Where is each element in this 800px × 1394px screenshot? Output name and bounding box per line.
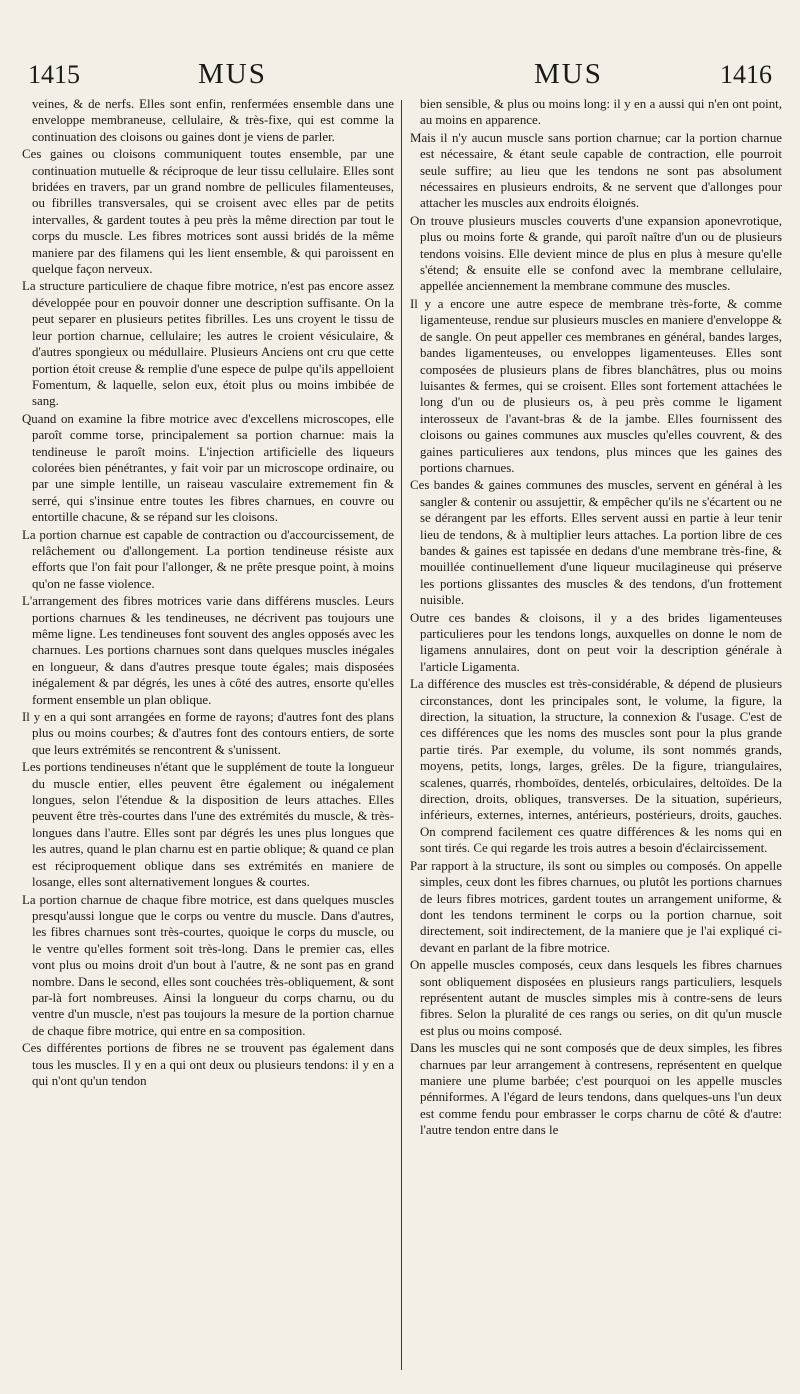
paragraph: La portion charnue de chaque fibre motrice, est dans quelques muscles presqu'aussi longue que le corps ou ventre du muscle. Dans d'autres, les fibres charnues sont très-courtes, quoique le corps du muscle, ou le ventre qu'elles forment soit très-long. Dans le premier cas, elles vont plus ou moins droit d'un bout à l'autre, & ne sont pas en grand nombre. Dans le second, elles sont couchées très-obliquement, & sont par-là fort nombreuses. Ainsi la longueur du corps charnu, ou du ventre d'un muscle, n'est pas toujours la mesure de la portion charnue de chaque fibre motrice, qui entre en sa composition. xyxy=(22,892,394,1038)
paragraph: On appelle muscles composés, ceux dans lesquels les fibres charnues sont obliquement disposées en plusieurs rangs particuliers, lesquels représentent autant de muscles simples mis à contre-sens de leurs fibres. Selon la pluralité de ces rangs ou series, on dit qu'un muscle est plus ou moins composé. xyxy=(410,958,782,1038)
paragraph: Dans les muscles qui ne sont composés que de deux simples, les fibres charnues par leur arrangement à contresens, représentent en quelque maniere une plume barbée; c'est pourquoi on les appelle muscles pénniformes. A l'égard de leurs tendons, dans quelques-uns l'un deux est comme fendu pour embrasser le corps charnu de côté & d'autre: l'autre tendon entre dans le xyxy=(410,1041,782,1138)
paragraph: Ces gaines ou cloisons communiquent toutes ensemble, par une continuation mutuelle & réciproque de leur tissu cellulaire. Elles sont bridées en travers, par un grand nombre de pellicules filamenteuses, ou fibrilles transversales, qui se croisent avec elles par de petits intervalles, & gardent toutes à peu près la même direction par tout le corps du muscle. Les fibres motrices sont aussi bridés de la même maniere par des filamens qui les lient ensemble, & qui paroissent en quelque façon nerveux. xyxy=(22,147,394,277)
paragraph: Les portions tendineuses n'étant que le supplément de toute la longueur du muscle entier, elles peuvent être également ou inégalement longues, selon l'étendue & la disposition de leurs attaches. Elles peuvent être très-courtes dans l'une des extrémités du muscle, & très-longues dans l'autre. Elles sont par dégrés les unes plus longues que les autres, quand le plan charnu est en partie oblique; & quand ce plan est réciproquement oblique dans ses extrémités en maniere de losange, elles sont alternativement longues & courtes. xyxy=(22,760,394,890)
paragraph: Quand on examine la fibre motrice avec d'excellens microscopes, elle paroît comme torse, principalement sa portion charnue: mais la tendineuse le paroît moins. L'injection artificielle des liqueurs colorées bien pénétrantes, y fait voir par un microscope ordinaire, ou par une simple lentille, un raiseau vasculaire extremement fin & serré, qui s'insinue entre toutes les fibres charnues, en couvre ou entortille chacune, & se répand sur les cloisons. xyxy=(22,411,394,525)
paragraph: On trouve plusieurs muscles couverts d'une expansion aponevrotique, plus ou moins forte & grande, qui paroît naître d'un ou de plusieurs tendons voisins. Elle devient mince de plus en plus à mesure qu'elle s'étend; & ensuite elle se confond avec la membrane cellulaire, appellée anciennement la membrane commune des muscles. xyxy=(410,213,782,294)
paragraph: Outre ces bandes & cloisons, il y a des brides ligamenteuses particulieres pour les tendons longs, auxquelles on donne le nom de ligamens annulaires, dont on peut voir la description générale à l'article Ligamenta. xyxy=(410,610,782,674)
paragraph: Mais il n'y aucun muscle sans portion charnue; car la portion charnue est nécessaire, & étant seule capable de contraction, elle pourroit seule suffire; au lieu que les tendons ne sont pas absolument nécessaires en plusieurs endroits, & ne servent que d'allonges pour attacher les muscles aux endroits éloignés. xyxy=(410,130,782,211)
paragraph: bien sensible, & plus ou moins long: il y en a aussi qui n'en ont point, au moins en apparence. xyxy=(420,97,782,128)
right-column xyxy=(410,96,782,1372)
paragraph: L'arrangement des fibres motrices varie dans différens muscles. Leurs portions charnues & les tendineuses, ne décrivent pas toujours une même ligne. Les tendineuses font souvent des angles opposés avec les charnues. Les portions charnues sont dans quelques muscles inégales en longueur, & dans d'autres presque toute égales; mais disposées inégalement & par dégrés, les unes à côté des autres, ensorte qu'elles forment ensemble un plan oblique. xyxy=(22,594,394,707)
paragraph: veines, & de nerfs. Elles sont enfin, renfermées ensemble dans une enveloppe membraneuse, cellulaire, & très-fixe, qui est comme la continuation des cloisons ou gaines dont je viens de parler. xyxy=(32,97,394,144)
paragraph: Par rapport à la structure, ils sont ou simples ou composés. On appelle simples, ceux dont les fibres charnues, ou plutôt les portions charnues de leurs fibres motrices, gardent toutes un arrangement uniforme, & dont les tendons terminent le corps ou la portion charnue, soit directement, soit indirectement, de la maniere que je l'ai expliqué ci-devant en parlant de la fibre motrice. xyxy=(410,858,782,955)
left-page-number: 1415 xyxy=(28,60,80,89)
right-page-number: 1416 xyxy=(720,60,772,89)
paragraph: La différence des muscles est très-considérable, & dépend de plusieurs circonstances, dont les principales sont, le volume, la figure, la direction, la situation, la structure, la connexion & l'usage. C'est de ces différences que les noms des muscles sont pour la plus grande partie tirés. Par exemple, du volume, ils sont nommés grands, moyens, petits, longs, larges, grêles. De la figure, triangulaires, scalenes, quarrés, rhomboïdes, dentelés, orbiculaires, deltoïdes. De la direction, droits, obliques, transverses. De la situation, supérieurs, inférieurs, externes, internes, antérieurs, postérieurs, droits, gauches. On comprend facilement ces quatre différences & les noms qui en sont tirés. Ce qui regarde les trois autres a besoin d'éclaircissement. xyxy=(410,677,782,856)
paragraph: Ces bandes & gaines communes des muscles, servent en général à les sangler & contenir ou assujettir, & empêcher qu'ils ne s'écartent ou ne se dérangent par les efforts. Elles servent aussi en partie à leur tenir lieu de tendons, & à multiplier leurs attaches. La portion libre de ces bandes & gaines est tapissée en dedans d'une membrane très-fine, & mouillée continuellement d'une liqueur mucilagineuse qui préserve les portions glissantes des muscles & des tendons, d'un frottement nuisible. xyxy=(410,478,782,608)
paragraph: Il y a encore une autre espece de membrane très-forte, & comme ligamenteuse, rendue sur plusieurs muscles en maniere d'enveloppe & de sangle. On peut appeller ces membranes en général, bandes larges, bandes ligamenteuses, ou enveloppes ligamenteuses. Elles sont composées de plusieurs plans de fibres blanchâtres, plus ou moins luisantes & fermes, qui se croisent. Elles sont fortement attachées le long d'un ou de plusieurs os, à peu près comme le ligament interosseux de l'avant-bras & de la jambe. Elles fournissent des cloisons ou gaines communes aux muscles qu'elles couvrent, & des gaines particulieres aux tendons, plus minces que les gaines des portions charnues. xyxy=(410,296,782,475)
paragraph: Il y en a qui sont arrangées en forme de rayons; d'autres font des plans plus ou moins courbes; & d'autres font des contours entiers, de sorte que leurs extrémités se rencontrent & s'unissent. xyxy=(22,710,394,757)
column-divider xyxy=(401,100,402,1370)
paragraph: La portion charnue est capable de contraction ou d'accourcissement, de relâchement ou d'allongement. La portion tendineuse résiste aux efforts que l'on fait pour l'allonger, & ne prête presque point, à moins qu'on ne fasse violence. xyxy=(22,527,394,591)
right-running-head: MUS xyxy=(534,58,603,90)
left-running-head: MUS xyxy=(198,58,267,90)
paragraph: Ces différentes portions de fibres ne se trouvent pas également dans tous les muscles. Il y en a qui ont deux ou plusieurs tendons: il y en a qui n'ont qu'un tendon xyxy=(22,1041,394,1088)
left-column xyxy=(22,96,394,1372)
running-header xyxy=(22,58,778,96)
paragraph: La structure particuliere de chaque fibre motrice, n'est pas encore assez développée pour en pouvoir donner une description suffisante. On la peut separer en plusieurs petites fibrilles. Les uns croyent le tissu de leur portion charnue, cellulaire; les autres le croient vésiculaire, & d'autres spongieux ou médullaire. Plusieurs Anciens ont cru que cette portion étoit creuse & remplie d'une espece de pulpe qu'ils appelloient Fomentum, & laquelle, selon eux, étoit plus ou moins imbibée de sang. xyxy=(22,279,394,409)
